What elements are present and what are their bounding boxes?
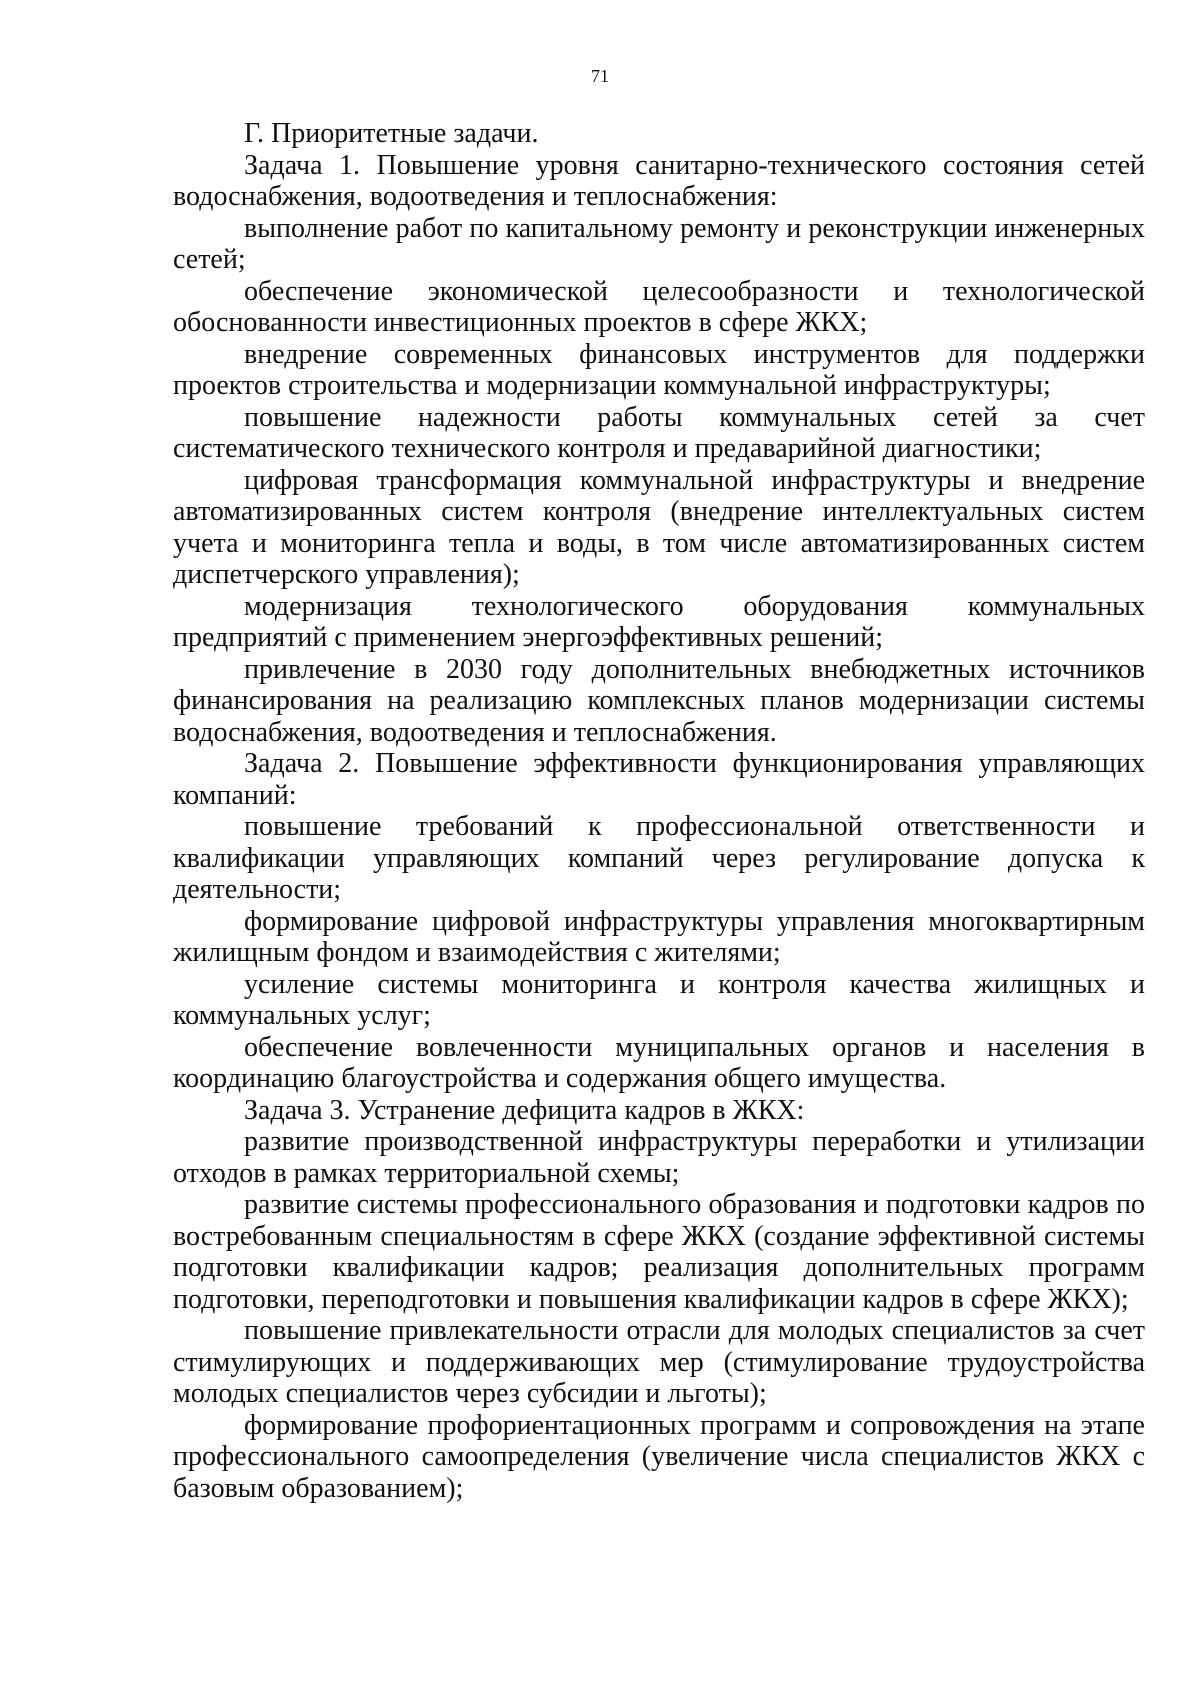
task-1-item: внедрение современных финансовых инструментов для поддержки проектов строительства и модернизации коммунальной инфраструктуры; (173, 338, 1145, 401)
section-heading: Г. Приоритетные задачи. (244, 118, 539, 149)
task-2-item: формирование цифровой инфраструктуры управления многоквартирным жилищным фондом и взаимодействия с жителями; (173, 905, 1145, 968)
page-number: 71 (591, 66, 609, 86)
task-2-item: усиление системы мониторинга и контроля качества жилищных и коммунальных услуг; (173, 968, 1145, 1031)
task-1-item: модернизация технологического оборудования коммунальных предприятий с применением энергоэффективных решений; (173, 590, 1145, 653)
task-2-heading: Задача 2. Повышение эффективности функционирования управляющих компаний: (173, 748, 1145, 811)
task-3-item: формирование профориентационных программ и сопровождения на этапе профессионального самоопределения (увеличение числа специалистов ЖКХ с базовым образованием); (173, 1409, 1145, 1504)
task-1-item: привлечение в 2030 году дополнительных внебюджетных источников финансирования на реализацию комплексных планов модернизации системы водоснабжения, водоотведения и теплоснабжения. (173, 653, 1145, 748)
task-1-item: повышение надежности работы коммунальных сетей за счет систематического технического контроля и предаварийной диагностики; (173, 401, 1145, 464)
task-1-item: цифровая трансформация коммунальной инфраструктуры и внедрение автоматизированных систем контроля (внедрение интеллектуальных систем учета и мониторинга тепла и воды, в том числе автоматизированных систем диспетчерского управления); (173, 464, 1145, 590)
task-1-item: выполнение работ по капитальному ремонту и реконструкции инженерных сетей; (173, 212, 1145, 275)
task-1-heading: Задача 1. Повышение уровня санитарно-технического состояния сетей водоснабжения, водоотведения и теплоснабжения: (173, 149, 1145, 212)
task-2-item: повышение требований к профессиональной ответственности и квалификации управляющих компаний через регулирование допуска к деятельности; (173, 811, 1145, 905)
task-1-item: обеспечение экономической целесообразности и технологической обоснованности инвестиционных проектов в сфере ЖКХ; (173, 275, 1145, 338)
document-body (173, 118, 1145, 1504)
task-2-item: обеспечение вовлеченности муниципальных органов и населения в координацию благоустройства и содержания общего имущества. (173, 1031, 1145, 1094)
task-3-item: развитие производственной инфраструктуры переработки и утилизации отходов в рамках территориальной схемы; (173, 1126, 1145, 1189)
task-3-heading: Задача 3. Устранение дефицита кадров в ЖКХ: (244, 1094, 805, 1126)
task-3-item: повышение привлекательности отрасли для молодых специалистов за счет стимулирующих и поддерживающих мер (стимулирование трудоустройства молодых специалистов через субсидии и льготы); (173, 1315, 1145, 1409)
task-3-item: развитие системы профессионального образования и подготовки кадров по востребованным специальностям в сфере ЖКХ (создание эффективной системы подготовки квалификации кадров; реализация дополнительных программ подготовки, переподготовки и повышения квалификации кадров в сфере ЖКХ); (173, 1189, 1145, 1315)
